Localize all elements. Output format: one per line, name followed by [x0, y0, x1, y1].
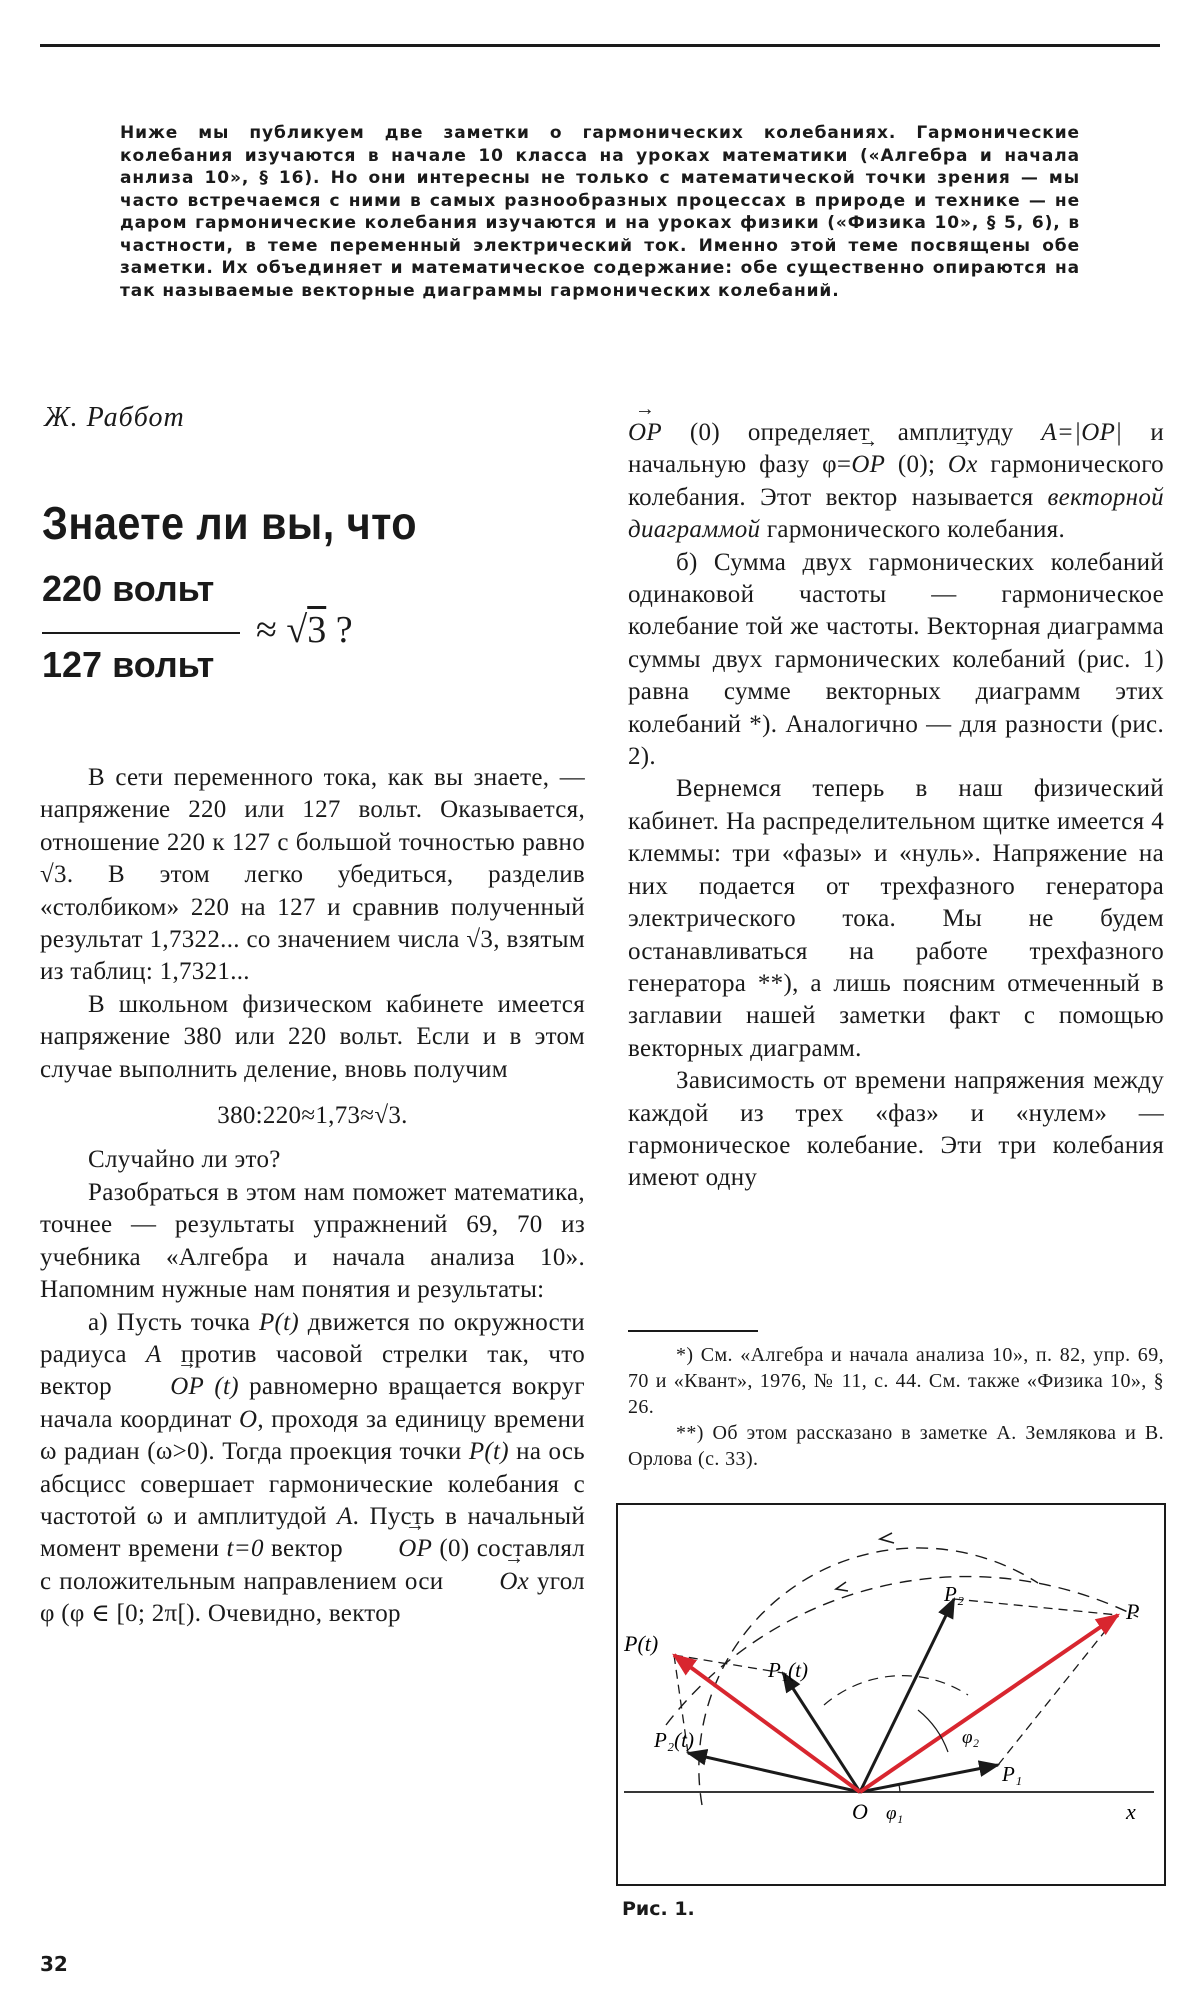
question-mark: ?: [335, 609, 353, 651]
right-paragraph-4: Зависимость от времени напряжения между каждой из трех «фаз» и «нулем» — гармоническое колебание. Эти три колебания имеют одну: [628, 1067, 1164, 1192]
vector-p2: [860, 1599, 954, 1792]
formula-ratio: 380:220≈1,73≈√3.: [217, 1102, 408, 1130]
root-sign: √: [286, 609, 308, 651]
right-paragraph-1: → OP (0) определяет амплитуду A=|OP| и начальную фазу φ=→ OP (0); → Ox гармонического колебания. Этот вектор называется векторной диаграммой гармонического колебания.: [628, 417, 1164, 547]
figure-caption: Рис. 1.: [622, 1898, 695, 1920]
title-fraction: [42, 568, 462, 708]
label-p1t: P₁(t): [768, 1658, 808, 1682]
right-column: [628, 417, 1164, 1195]
angle-phi1: [899, 1785, 900, 1792]
fraction-bar: [42, 632, 240, 634]
label-p2t: P₂(t): [654, 1728, 694, 1752]
article-title: Знаете ли вы, что: [42, 497, 418, 549]
footnote-rule: [628, 1330, 758, 1332]
vector-op: → OP: [851, 449, 885, 481]
arc-arrow-outer: [880, 1533, 894, 1543]
left-paragraph-2: В школьном физическом кабинете имеется напряжение 380 или 220 вольт. Если и в этом случае выполнить деление, вновь получим: [40, 990, 585, 1083]
inner-arc: [824, 1676, 968, 1705]
figure-1: [616, 1503, 1166, 1886]
right-paragraph-2: б) Сумма двух гармонических колебаний одинаковой частоты — гармоническое колебание той же частоты. Векторная диаграмма суммы двух гармонических колебаний (рис. 1) равна сумме векторных диаграмм этих колебаний *). Аналогично — для разности (рис. 2).: [628, 548, 1164, 771]
label-x: x: [1126, 1799, 1136, 1824]
left-paragraph-5: а) Пусть точка P(t) движется по окружности радиуса A против часовой стрелки так, что вектор → OP (t) равномерно вращается вокруг начала координат O, проходя за единицу времени ω радиан (ω>0). Тогда проекция точки P(t) на ось абсцисс совершает гармонические колебания с частотой ω и амплитудой A. Пусть в начальный момент времени t=0 вектор → OP (0) составлял с положительным направлением оси → Ox угол φ (φ ∈ [0; 2π[). Очевидно, вектор: [40, 1307, 585, 1631]
label-o: O: [852, 1799, 868, 1824]
angle-phi2: [918, 1710, 948, 1752]
left-paragraph-4: Разобраться в этом нам поможет математика, точнее — результаты упражнений 69, 70 из учебника «Алгебра и начала анализа 10». Напомним нужные нам понятия и результаты:: [40, 1178, 585, 1304]
left-paragraph-1: В сети переменного тока, как вы знаете, — напряжение 220 или 127 вольт. Оказывается, отношение 220 к 127 с большой точностью равно √3. В этом легко убедиться, разделив «столбиком» 220 на 127 и сравнив полученный результат 1,7322... со значением числа √3, взятым из таблиц: 1,7321...: [40, 764, 585, 986]
vector-op: → OP: [122, 1371, 204, 1403]
footnotes: [628, 1342, 1164, 1472]
footnote-1: *) См. «Алгебра и начала анализа 10», п. 82, упр. 69, 70 и «Квант», 1976, № 11, с. 44. См. также «Физика 10», § 26.: [628, 1344, 1164, 1418]
footnote-2: **) Об этом рассказано в заметке А. Землякова и В. Орлова (с. 33).: [628, 1422, 1164, 1470]
vector-diagram: [618, 1505, 1164, 1884]
vector-op: → OP: [628, 417, 662, 449]
vector-p1t: [783, 1673, 860, 1792]
page-number: 32: [40, 1952, 68, 1976]
fraction-approx-root: [256, 608, 353, 652]
label-p: P: [1126, 1599, 1140, 1624]
arc-arrow-middle: [836, 1582, 848, 1591]
right-paragraph-3: Вернемся теперь в наш физический кабинет. На распределительном щитке имеется 4 клеммы: три «фазы» и «нуль». Напряжение на них подается от трехфазного генератора электрического тока. Мы не будем останавливаться на работе трехфазного генератора **), а лишь поясним отмеченный в заглавии нашей заметки факт с помощью векторных диаграмм.: [628, 775, 1164, 1062]
vector-ox: → Ox: [451, 1566, 529, 1598]
top-rule: [40, 44, 1160, 47]
left-column: [40, 762, 585, 1631]
radicand: 3: [307, 609, 327, 651]
approx-sign: ≈: [256, 609, 277, 651]
author: Ж. Раббот: [44, 402, 185, 433]
vector-ox: → Ox: [948, 449, 978, 481]
label-phi2: φ₂: [962, 1727, 980, 1748]
label-pt: P(t): [624, 1631, 659, 1656]
label-p2: P₂: [944, 1582, 965, 1606]
editorial-intro: Ниже мы публикуем две заметки о гармонических колебаниях. Гармонические колебания изучаются в начале 10 класса на уроках математики («Алгебра и начала анлиза 10», § 16). Но они интересны не только с математической точки зрения — мы часто встречаемся с ними в самых разнообразных процессах в природе и технике — не даром гармонические колебания изучаются и на уроках физики («Физика 10», § 5, 6), в частности, в теме переменный электрический ток. Именно этой теме посвящены обе заметки. Их объединяет и математическое содержание: обе существенно опираются на так называемые векторные диаграммы гармонических колебаний.: [120, 123, 1080, 301]
vector-op: → OP: [350, 1533, 432, 1565]
dash-pt-p1t: [674, 1655, 783, 1673]
fraction-denominator: 127 вольт: [42, 644, 215, 685]
fraction-numerator: 220 вольт: [42, 568, 215, 609]
label-p1: P₁: [1002, 1762, 1023, 1786]
dash-p2-p: [954, 1599, 1118, 1615]
dash-p1-p: [998, 1615, 1118, 1765]
label-phi1: φ₁: [886, 1803, 904, 1824]
left-paragraph-3: Случайно ли это?: [88, 1146, 281, 1174]
